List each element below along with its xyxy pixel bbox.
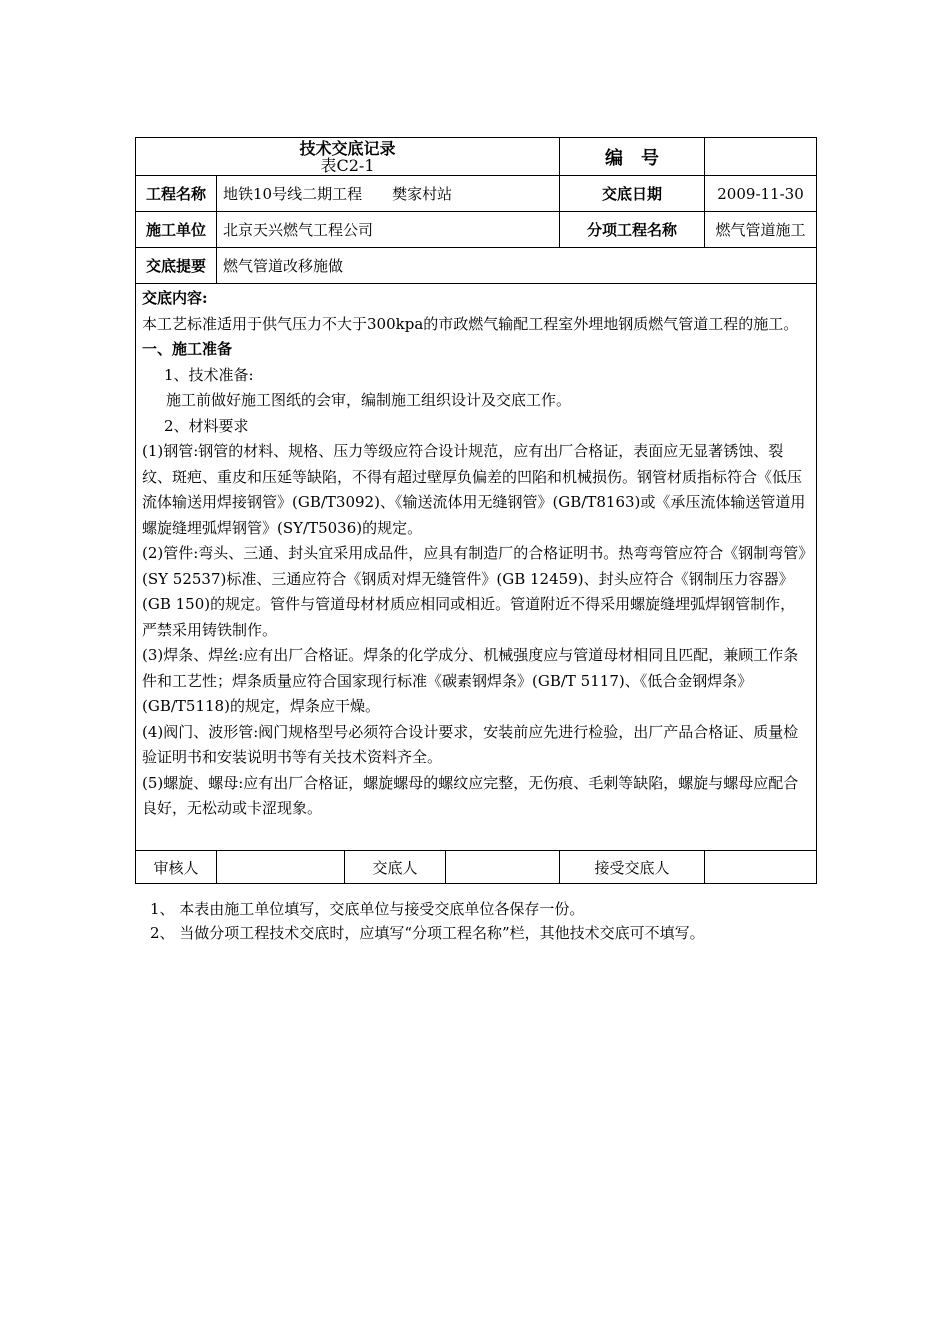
briefing-content: [136, 284, 817, 851]
reviewer-label: 审核人: [136, 851, 217, 884]
subsection-materials: 2、材料要求: [164, 416, 249, 435]
form-title: 技术交底记录: [299, 138, 396, 158]
tech-briefing-table: [135, 137, 817, 884]
footnote: 2、 当做分项工程技术交底时，应填写“分项工程名称”栏，其他技术交底可不填写。: [150, 924, 705, 942]
project-label: 工程名称: [136, 176, 217, 212]
material-item: (1)钢管:钢管的材料、规格、压力等级应符合设计规范，应有出厂合格证，表面应无显著锈蚀、裂纹、斑疤、重皮和压延等缺陷，不得有超过壁厚负偏差的凹陷和机械损伤。钢管材质指标符合《低压流体输送用焊接钢管》(GB/T3092)、《输送流体用无缝钢管》(GB/T8163)或《承压流体输送管道用螺旋缝埋弧焊钢管》(SY/T5036)的规定。: [142, 442, 806, 537]
number-label: 编 号: [560, 138, 705, 176]
form-title-cell: [136, 138, 560, 176]
receiver-label: 接受交底人: [560, 851, 705, 884]
subsection-technical-text: 施工前做好施工图纸的会审，编制施工组织设计及交底工作。: [166, 391, 572, 409]
reviewer-field[interactable]: [217, 851, 345, 884]
footnote: 1、 本表由施工单位填写，交底单位与接受交底单位各保存一份。: [150, 900, 585, 918]
unit-label: 施工单位: [136, 212, 217, 248]
subsection-technical: 1、技术准备:: [164, 365, 254, 384]
footnotes: [150, 897, 705, 945]
subproject-label: 分项工程名称: [560, 212, 705, 248]
receiver-field[interactable]: [705, 851, 817, 884]
summary-label: 交底提要: [136, 248, 217, 284]
content-intro: 本工艺标准适用于供气压力不大于300kpa的市政燃气输配工程室外埋地钢质燃气管道工程的施工。: [142, 314, 799, 333]
material-item: (5)螺旋、螺母:应有出厂合格证，螺旋螺母的螺纹应完整，无伤痕、毛刺等缺陷，螺旋与螺母应配合良好，无松动或卡涩现象。: [142, 773, 799, 817]
section-heading: 一、施工准备: [142, 340, 233, 358]
unit-value[interactable]: 北京天兴燃气工程公司: [217, 212, 560, 248]
summary-value[interactable]: 燃气管道改移施做: [217, 248, 817, 284]
material-item: (2)管件:弯头、三通、封头宜采用成品件，应具有制造厂的合格证明书。热弯弯管应符合《钢制弯管》(SY 52537)标准、三通应符合《钢质对焊无缝管件》(GB 12459)、封头应符合《钢制压力容器》(GB 150)的规定。管件与管道母材材质应相同或相近。管道附近不得采用螺旋缝埋弧焊钢管制作，严禁采用铸铁制作。: [142, 544, 806, 639]
project-name[interactable]: 地铁10号线二期工程 樊家村站: [217, 176, 560, 212]
form-subtitle: 表C2-1: [320, 155, 375, 175]
content-heading: 交底内容:: [142, 289, 208, 307]
subproject-value[interactable]: 燃气管道施工: [705, 212, 817, 248]
number-field[interactable]: [705, 138, 817, 176]
material-item: (4)阀门、波形管:阀门规格型号必须符合设计要求，安装前应先进行检验，出厂产品合格证、质量检验证明书和安装说明书等有关技术资料齐全。: [142, 722, 799, 766]
presenter-label: 交底人: [345, 851, 446, 884]
material-item: (3)焊条、焊丝:应有出厂合格证。焊条的化学成分、机械强度应与管道母材相同且匹配，兼顾工作条件和工艺性；焊条质量应符合国家现行标准《碳素钢焊条》(GB/T 5117)、《低合金钢焊条》(GB/T5118)的规定，焊条应干燥。: [142, 646, 799, 715]
presenter-field[interactable]: [446, 851, 560, 884]
date-value[interactable]: 2009-11-30: [705, 176, 817, 212]
date-label: 交底日期: [560, 176, 705, 212]
